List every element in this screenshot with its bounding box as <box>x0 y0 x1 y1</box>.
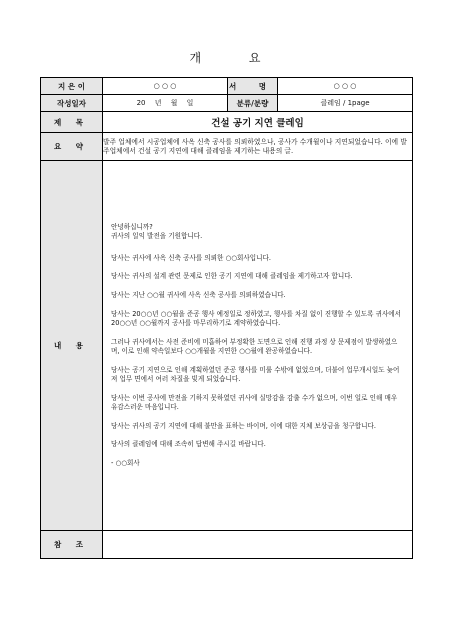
subject-value: 건설 공기 지연 클레임 <box>103 112 413 133</box>
body-paragraph: 그러나 귀사에서는 사전 준비에 미흡하여 부정확한 도면으로 인해 진행 과정 상 문제점이 발생하였으며, 이로 인해 약속일보다 ○○개월을 지연한 ○○월에 완공하였습니다. <box>111 337 398 356</box>
form-row-reference <box>41 531 413 559</box>
signature-label: 서 명 <box>228 78 278 95</box>
letter-body <box>103 213 412 468</box>
body-paragraph: 당사는 귀사에 사옥 신축 공사를 의뢰한 ○○회사입니다. <box>111 253 271 262</box>
body-paragraph: - ○○회사 <box>111 459 140 468</box>
date-label: 작성일자 <box>41 95 103 112</box>
date-value: 20 년 월 일 <box>103 95 228 112</box>
form-row-author <box>41 78 413 95</box>
summary-label: 요 약 <box>41 133 103 161</box>
body-paragraph: 당사의 클레임에 대해 조속히 답변해 주시길 바랍니다. <box>111 440 266 449</box>
body-paragraph: 당사는 이번 공사에 만전을 기하지 못하였던 귀사에 실망감을 감출 수가 없으며, 이번 일로 인해 매우 유감스러운 마음입니다. <box>111 393 398 412</box>
body-paragraph: 당사는 지난 ○○월 귀사에 사옥 신축 공사를 의뢰하였습니다. <box>111 291 286 300</box>
reference-value <box>103 531 413 559</box>
body-paragraph: 안녕하십니까? 귀사의 일익 발전을 기원합니다. <box>111 223 203 241</box>
body-paragraph: 당사는 20○○년 ○○월을 준공 행사 예정일로 정하였고, 행사를 차질 없이 진행할 수 있도록 귀사에서 20○○년 ○○월까지 공사를 마무리하기로 계약하였습니다. <box>111 309 402 328</box>
body-paragraph: 당사는 공기 지연으로 인해 계획하였던 준공 행사를 미룰 수밖에 없었으며, 더불어 업무개시일도 늦어져 업무 면에서 여러 차질을 빚게 되었습니다. <box>111 365 400 384</box>
reference-label: 참 조 <box>41 531 103 559</box>
document-title: 개 요 <box>189 51 283 65</box>
author-label: 지 은 이 <box>41 78 103 95</box>
summary-form <box>40 77 413 559</box>
summary-value: 발주 업체에서 시공업체에 사옥 신축 공사를 의뢰하였으나, 공사가 수개월이나 지연되었습니다. 이에 발주업체에서 건설 공기 지연에 대해 클레임을 제기하는 내용의 글. <box>103 133 413 161</box>
subject-label: 제 목 <box>41 112 103 133</box>
body-label: 내 용 <box>41 161 103 531</box>
form-row-subject <box>41 112 413 133</box>
form-row-date <box>41 95 413 112</box>
body-paragraph: 당사는 귀사의 설계 관련 문제로 인한 공기 지연에 대해 클레임을 제기하고자 합니다. <box>111 272 353 281</box>
body-cell <box>103 161 413 531</box>
form-row-summary <box>41 133 413 161</box>
category-value: 클레임 / 1page <box>278 95 413 112</box>
category-label: 분류/분량 <box>228 95 278 112</box>
signature-value: ○ ○ ○ <box>278 78 413 95</box>
author-value: ○ ○ ○ <box>103 78 228 95</box>
form-row-body <box>41 161 413 531</box>
body-paragraph: 당사는 귀사의 공기 지연에 대해 불만을 표하는 바이며, 이에 대한 지체 보상금을 청구합니다. <box>111 421 377 430</box>
